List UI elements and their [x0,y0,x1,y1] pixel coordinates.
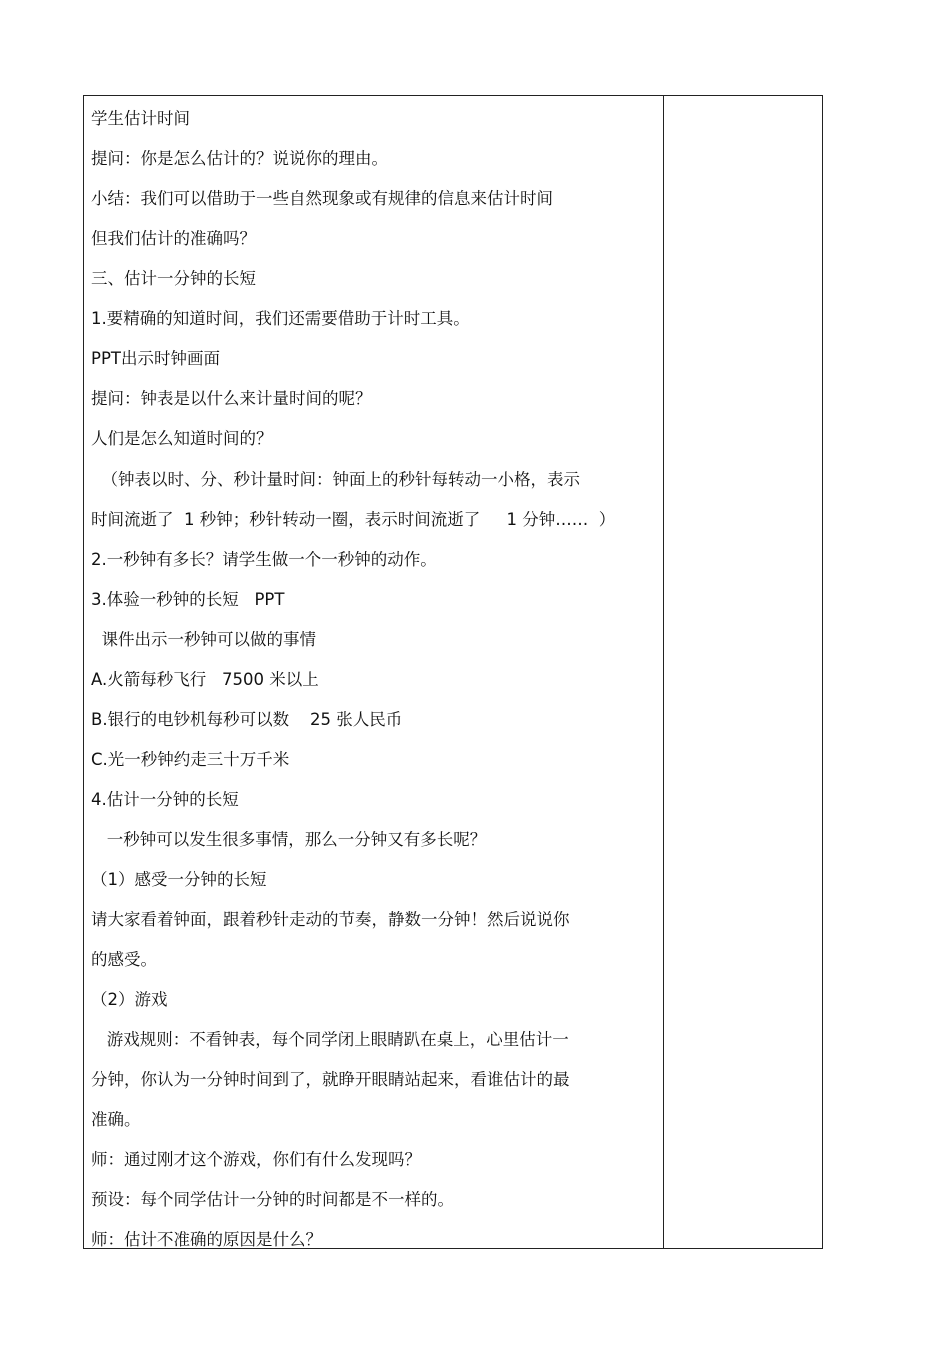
notes-cell [664,96,822,1248]
text-line: 3.体验一秒钟的长短 PPT [91,590,285,609]
text-line: 分钟，你认为一分钟时间到了，就睁开眼睛站起来，看谁估计的最 [91,1070,570,1089]
text-line: 的感受。 [91,950,157,969]
text-line: 师：估计不准确的原因是什么？ [91,1230,322,1249]
section-heading: 三、估计一分钟的长短 [91,269,256,288]
text-line: 但我们估计的准确吗？ [91,229,256,248]
list-item: C.光一秒钟约走三十万千米 [91,750,290,769]
text-line: 一秒钟可以发生很多事情，那么一分钟又有多长呢？ [91,830,487,849]
text-line: （2）游戏 [91,990,168,1009]
text-line: 游戏规则：不看钟表，每个同学闭上眼睛趴在桌上，心里估计一 [91,1030,569,1049]
text-line: 请大家看着钟面，跟着秒针走动的节奏，静数一分钟！然后说说你 [91,910,570,929]
text-line: 时间流逝了 1 秒钟；秒针转动一圈，表示时间流逝了 1 分钟…… ） [91,510,616,529]
text-line: 准确。 [91,1110,141,1129]
text-line: 1.要精确的知道时间，我们还需要借助于计时工具。 [91,309,470,328]
text-line: 提问：钟表是以什么来计量时间的呢？ [91,389,372,408]
text-line: 小结：我们可以借助于一些自然现象或有规律的信息来估计时间 [91,189,553,208]
text-line: （钟表以时、分、秒计量时间：钟面上的秒针每转动一小格，表示 [91,470,580,489]
text-line: 4.估计一分钟的长短 [91,790,239,809]
lesson-content-cell [84,96,663,1248]
lesson-table [83,95,823,1249]
text-line: 预设：每个同学估计一分钟的时间都是不一样的。 [91,1190,454,1209]
list-item: B.银行的电钞机每秒可以数 25 张人民币 [91,710,403,729]
text-line: 人们是怎么知道时间的？ [91,429,273,448]
text-line: PPT出示时钟画面 [91,349,220,368]
text-line: 课件出示一秒钟可以做的事情 [91,630,316,649]
text-line: 提问：你是怎么估计的？说说你的理由。 [91,149,388,168]
text-line: 2.一秒钟有多长？请学生做一个一秒钟的动作。 [91,550,437,569]
text-line: （1）感受一分钟的长短 [91,870,267,889]
text-line: 师：通过刚才这个游戏，你们有什么发现吗？ [91,1150,421,1169]
list-item: A.火箭每秒飞行 7500 米以上 [91,670,319,689]
text-line: 学生估计时间 [91,109,190,128]
